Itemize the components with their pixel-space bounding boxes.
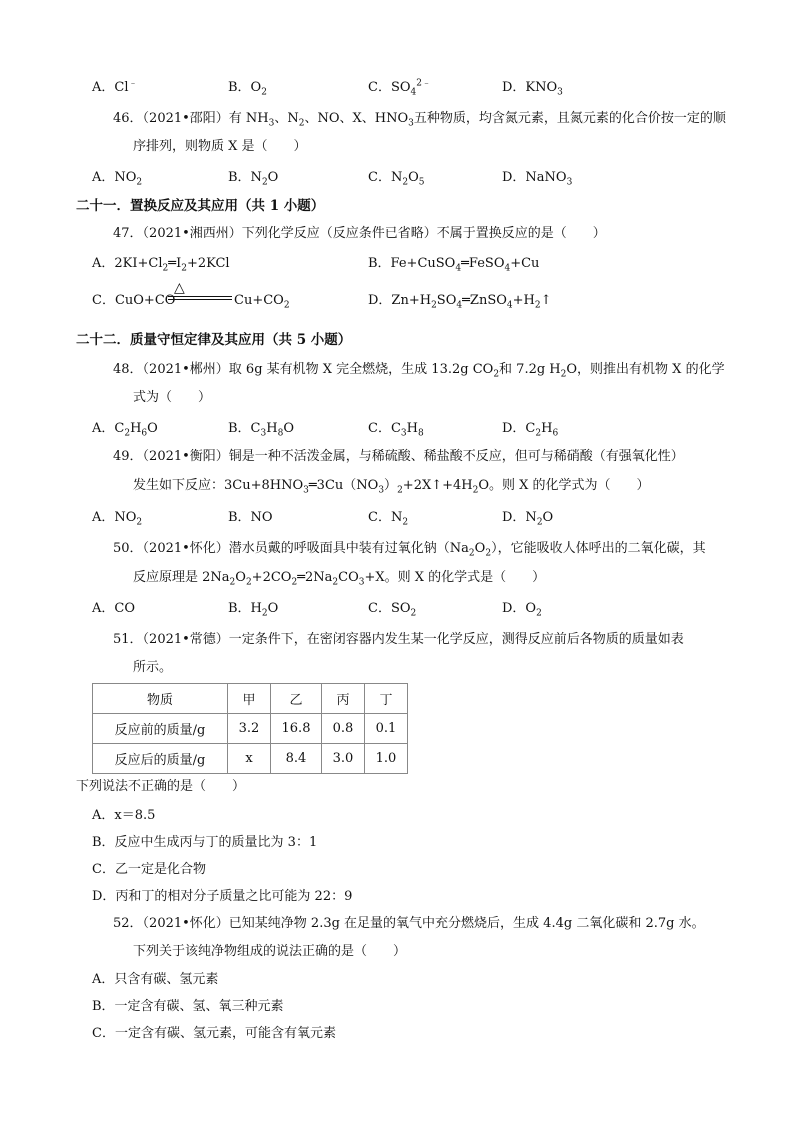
table-row [93,744,408,774]
q52-option-a: A．只含有碳、氢元素 [92,972,219,987]
q46-stem-line1: 46．（2021•邵阳）有 $NH_3$、$N_2$、NO、X、$HNO_3$五种物质，均含氮元素，且氮元素的化合价按一定的顺 [113,111,726,129]
q48-option-b: B．$C_3H_8O$ [228,421,294,439]
q49-stem-line2: 发生如下反应：$3Cu+8HNO_3═3Cu(NO_3)_2+2X↑+4H_2O$。则 X 的化学式为（ ） [133,478,650,496]
q48-option-c: C．$C_3H_8$ [368,421,424,439]
heat-triangle-icon: △ [174,280,185,296]
table-header-cell: 丁 [365,684,408,714]
q46-option-d: D．NaNO$_3$ [502,170,573,188]
table-cell: 反应前的质量/g [93,714,228,744]
q47-option-a: A．$2KI+Cl_2═I_2+2KCl$ [92,256,230,274]
q50-stem-line2: 反应原理是 $2Na_2O_2+2CO_2═2Na_2CO_3+X$。则 X 的化学式是（ ） [133,570,546,588]
table-row [93,714,408,744]
q46-stem-line2: 序排列，则物质 X 是（ ） [133,139,307,154]
q49-option-b: B．NO [228,510,273,525]
q52-option-c: C．一定含有碳、氢元素，可能含有氧元素 [92,1026,336,1041]
q48-stem-line2: 式为（ ） [133,390,212,405]
section-21-heading: 二十一．置换反应及其应用（共 1 小题） [76,198,325,214]
table-header-row [93,684,408,714]
q50-stem-line1: 50．（2021•怀化）潜水员戴的呼吸面具中装有过氧化钠$(Na_2O_2)$，它能吸收人体呼出的二氧化碳，其 [113,541,706,559]
section-22-heading: 二十二．质量守恒定律及其应用（共 5 小题） [76,332,352,348]
q46-option-a: A．$NO_2$ [92,170,143,188]
q47-option-c-products: $Cu+CO_2$ [234,293,290,311]
q48-option-a: A．$C_2H_6O$ [92,421,158,439]
q52-stem-line1: 52．（2021•怀化）已知某纯净物 2.3g 在足量的氧气中充分燃烧后，生成 4.4g 二氧化碳和 2.7g 水。 [113,916,705,931]
table-cell: 0.8 [322,714,365,744]
q52-option-b: B．一定含有碳、氢、氧三种元素 [92,999,284,1014]
q49-option-d: D．$N_2O$ [502,510,554,528]
q48-option-d: D．$C_2H_6$ [502,421,559,439]
table-header-cell: 丙 [322,684,365,714]
q50-option-c: C．$SO_2$ [368,601,417,619]
q51-option-d: D．丙和丁的相对分子质量之比可能为 22：9 [92,889,353,904]
table-header-cell: 物质 [93,684,228,714]
q46-option-c: C．$N_2O_5$ [368,170,425,188]
q50-option-b: B．$H_2O$ [228,601,279,619]
q51-question: 下列说法不正确的是（ ） [76,779,246,794]
table-cell: 0.1 [365,714,408,744]
q45-option-b: B．$O_2$ [228,80,267,98]
table-header-cell: 甲 [228,684,271,714]
q51-option-b: B．反应中生成丙与丁的质量比为 3：1 [92,835,318,850]
q49-stem-line1: 49．（2021•衡阳）铜是一种不活泼金属，与稀硫酸、稀盐酸不反应，但可与稀硝酸（有强氧化性） [113,449,684,464]
q47-stem: 47．（2021•湘西州）下列化学反应（反应条件已省略）不属于置换反应的是（ ） [113,226,606,241]
q47-option-b: B．Fe+CuSO$_4$═FeSO$_4$+Cu [368,256,540,274]
q52-stem-line2: 下列关于该纯净物组成的说法正确的是（ ） [133,944,407,959]
q45-option-d: D．$KNO_3$ [502,80,563,98]
q50-option-d: D．$O_2$ [502,601,542,619]
table-cell: 8.4 [271,744,322,774]
q48-stem-line1: 48．（2021•郴州）取 6g 某有机物 X 完全燃烧，生成 13.2g $CO_2$和 7.2g $H_2O$，则推出有机物 X 的化学 [113,362,725,380]
q51-stem-line2: 所示。 [133,660,173,675]
table-cell: 反应后的质量/g [93,744,228,774]
q47-option-c: C．CuO+CO [92,293,176,308]
equation-line-top [168,296,232,297]
mass-table [92,683,408,774]
q51-option-a: A．x＝8.5 [92,808,156,823]
q49-option-c: C．$N_2$ [368,510,409,528]
q45-option-a: A．Cl﹣ [92,78,138,95]
q45-option-c: C．$SO_4^{2﹣}$ [368,78,431,98]
table-cell: 3.0 [322,744,365,774]
q51-stem-line1: 51．（2021•常德）一定条件下，在密闭容器内发生某一化学反应，测得反应前后各物质的质量如表 [113,632,684,647]
equation-line-bottom [168,299,232,300]
table-header-cell: 乙 [271,684,322,714]
table-cell: 3.2 [228,714,271,744]
q49-option-a: A．$NO_2$ [92,510,143,528]
q47-option-d: D．$Zn+H_2SO_4═ZnSO_4+H_2↑$ [368,293,552,311]
q51-option-c: C．乙一定是化合物 [92,862,206,877]
table-cell: 1.0 [365,744,408,774]
q50-option-a: A．CO [92,601,135,616]
table-cell: 16.8 [271,714,322,744]
q46-option-b: B．$N_2O$ [228,170,279,188]
table-cell: x [228,744,271,774]
